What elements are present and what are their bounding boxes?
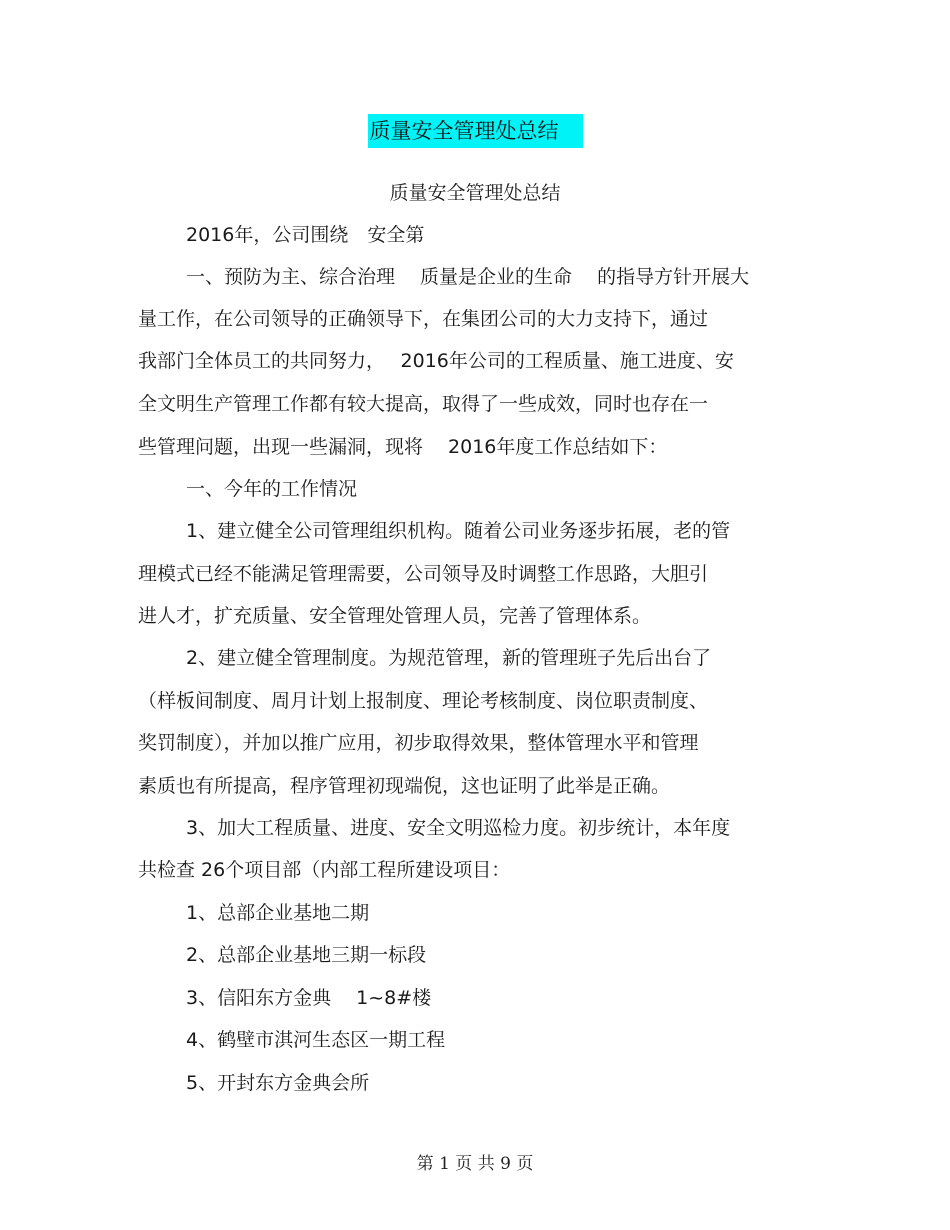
list-item: 2、总部企业基地三期一标段 — [186, 944, 427, 966]
paragraph-line: 一、预防为主、综合治理 质量是企业的生命 的指导方针开展大 — [186, 266, 750, 288]
list-item: 1、总部企业基地二期 — [186, 902, 370, 924]
paragraph-line: 理模式已经不能满足管理需要，公司领导及时调整工作思路，大胆引 — [138, 563, 709, 585]
paragraph-line: 2016年，公司围绕 安全第 — [186, 224, 425, 246]
title-block — [0, 114, 950, 148]
paragraph-line: 共检查 26个项目部（内部工程所建设项目： — [138, 859, 511, 881]
document-subtitle: 质量安全管理处总结 — [389, 182, 561, 204]
document-title: 质量安全管理处总结 — [368, 114, 583, 148]
paragraph-line: （样板间制度、周月计划上报制度、理论考核制度、岗位职责制度、 — [138, 690, 709, 712]
paragraph-line: 我部门全体员工的共同努力， 2016年公司的工程质量、施工进度、安 — [138, 350, 734, 372]
paragraph-line: 进人才，扩充质量、安全管理处管理人员，完善了管理体系。 — [138, 605, 652, 627]
list-item: 5、开封东方金典会所 — [186, 1072, 370, 1094]
paragraph-line: 奖罚制度），并加以推广应用，初步取得效果，整体管理水平和管理 — [138, 732, 699, 754]
list-item: 4、鹤壁市淇河生态区一期工程 — [186, 1029, 446, 1051]
paragraph-line: 素质也有所提高，程序管理初现端倪，这也证明了此举是正确。 — [138, 775, 671, 797]
paragraph-line: 1、建立健全公司管理组织机构。随着公司业务逐步拓展，老的管 — [186, 520, 731, 542]
paragraph-line: 量工作，在公司领导的正确领导下，在集团公司的大力支持下，通过 — [138, 308, 709, 330]
paragraph-line: 2、建立健全管理制度。为规范管理，新的管理班子先后出台了 — [186, 647, 712, 669]
section-heading: 一、今年的工作情况 — [186, 478, 358, 500]
page-footer: 第 1 页 共 9 页 — [416, 1154, 534, 1174]
list-item: 3、信阳东方金典 1~8#楼 — [186, 987, 432, 1009]
paragraph-line: 全文明生产管理工作都有较大提高，取得了一些成效，同时也存在一 — [138, 393, 709, 415]
paragraph-line: 些管理问题，出现一些漏洞，现将 2016年度工作总结如下： — [138, 436, 668, 458]
paragraph-line: 3、加大工程质量、进度、安全文明巡检力度。初步统计，本年度 — [186, 817, 731, 839]
